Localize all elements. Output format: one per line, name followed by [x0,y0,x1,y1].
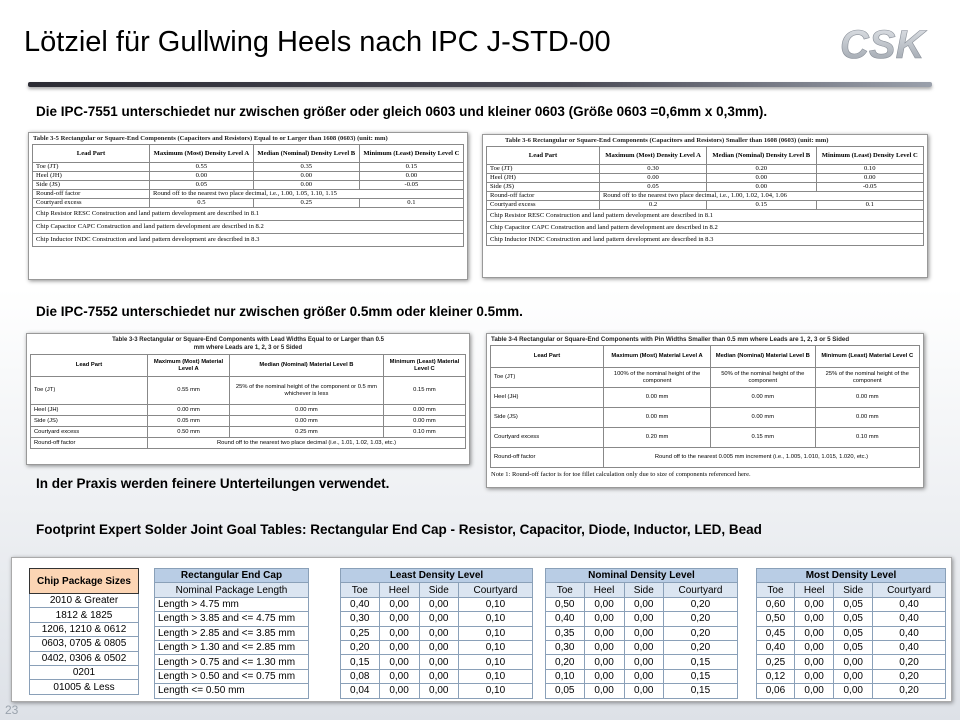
cell: 0,00 [834,669,873,683]
cell: 0.00 mm [383,416,465,427]
cell: 0,00 [419,626,458,640]
cell: 0.00 mm [604,408,711,428]
header-cell: Least Density Level [341,569,533,583]
header-cell: Minimum (Least) Material Level C [815,346,919,368]
cell: 2010 & Greater [30,594,139,608]
cell: 0,05 [834,640,873,654]
cell: 0,00 [624,684,663,698]
header-cell: Median (Nominal) Material Level B [711,346,815,368]
cell: 0,08 [341,669,380,683]
least-density-table [340,568,533,699]
cell: Side (JS) [487,183,600,192]
table-3-3 [26,333,470,465]
caption-praxis: In der Praxis werden feinere Unterteilungen verwendet. [36,476,390,491]
cell: 0,00 [379,655,419,669]
cell: 0,00 [794,612,833,626]
cell: Side (JS) [491,408,604,428]
table-caption: Table 3-3 Rectangular or Square-End Components with Lead Widths Equal to or Larger than 0.5 mm where Leads are 1, 2, 3 or 5 Sided [112,337,384,351]
cell: 0.25 [253,199,359,208]
cell: -0.05 [359,181,463,190]
cell: 0,00 [379,612,419,626]
cell: 0,00 [794,640,833,654]
note-row: Chip Capacitor CAPC Construction and land pattern development are described in 8.2 [487,222,924,234]
cell: 0,00 [624,669,663,683]
cell: Heel (JH) [487,174,600,183]
header-cell: Lead Part [33,145,150,163]
cell: 0.25 mm [230,427,384,438]
cell: 1812 & 1825 [30,608,139,622]
cell: 0.00 mm [815,408,919,428]
cell: 0.55 mm [148,377,230,405]
cell: 0,00 [419,612,458,626]
page-number: 23 [5,703,19,717]
cell: 0,40 [341,597,380,611]
cell: 0.00 [253,181,359,190]
cell: 0201 [30,665,139,679]
cell: Length <= 0.50 mm [155,684,309,698]
cell: 0,00 [379,597,419,611]
note-row: Chip Inductor INDC Construction and land pattern development are described in 8.3 [33,234,464,247]
cell: 0.20 [707,165,816,174]
header-cell: Minimum (Least) Material Level C [383,355,465,377]
cell: 0.15 [707,201,816,210]
cell: 1206, 1210 & 0612 [30,622,139,636]
table-caption: Table 3-5 Rectangular or Square-End Components (Capacitors and Resistors) Equal to or Larger than 1608 (0603) (unit: mm) [33,135,388,142]
cell: Length > 0.50 and <= 0.75 mm [155,669,309,683]
cell: 0,00 [419,640,458,654]
cell: 0.00 mm [383,405,465,416]
cell: 0,00 [379,640,419,654]
cell: 0,50 [546,597,585,611]
header-cell: Minimum (Least) Density Level C [816,147,924,165]
cell: Length > 2.85 and <= 3.85 mm [155,626,309,640]
cell: 0,00 [794,597,833,611]
svg-text:CSK: CSK [840,23,925,66]
cell: 0,45 [757,626,795,640]
cell: 0.00 [707,183,816,192]
cell: 0.35 [253,163,359,172]
cell: 0,25 [757,655,795,669]
cell: 0,00 [624,612,663,626]
cell: 0.00 [816,174,924,183]
cell: 0.15 mm [711,428,815,448]
header-cell: Minimum (Least) Density Level C [359,145,463,163]
cell: 0,00 [794,626,833,640]
cell: Round-off factor [33,190,150,199]
cell: 0.10 mm [815,428,919,448]
caption-fpx: Footprint Expert Solder Joint Goal Tables: Rectangular End Cap - Resistor, Capacitor, Diode, Inductor, LED, Bead [36,522,762,537]
caption-ipc7551: Die IPC-7551 unterschiedet nur zwischen größer oder gleich 0603 und kleiner 0603 (Größe 0603 =0,6mm x 0,3mm). [36,104,768,119]
cell: 0.00 [150,172,254,181]
header-cell: Maximum (Most) Density Level A [600,147,707,165]
header-cell: Median (Nominal) Density Level B [253,145,359,163]
header-cell: Side [834,583,873,597]
cell: 0.00 [359,172,463,181]
slide-title: Lötziel für Gullwing Heels nach IPC J-STD-00 [24,26,611,58]
cell: 0,05 [546,684,585,698]
header-cell: Nominal Package Length [155,583,309,597]
cell: 0,40 [873,612,946,626]
table-caption: Table 3-6 Rectangular or Square-End Components (Capacitors and Resistors) Smaller than 1608 (0603) (unit: mm) [505,137,829,144]
cell: 0.1 [816,201,924,210]
cell: 0,00 [419,655,458,669]
cell: 0,00 [379,684,419,698]
table-3-6 [482,134,928,278]
cell: 0,10 [458,684,532,698]
nominal-density-table [545,568,738,699]
cell: 0.00 mm [148,405,230,416]
cell: 0,00 [584,655,624,669]
cell: 0,00 [624,640,663,654]
cell: 0,10 [458,626,532,640]
cell: 0,00 [624,626,663,640]
cell: 0.00 mm [230,416,384,427]
cell: 50% of the nominal height of the component [711,368,815,388]
cell: Round off to the nearest 0.005 mm increment (i.e., 1.005, 1.010, 1.015, 1.020, etc.) [604,448,920,468]
cell: Round off to the nearest two place decimal, i.e., 1.00, 1.02, 1.04, 1.06 [600,192,924,201]
cell: 0,15 [663,655,737,669]
cell: 0.00 mm [230,405,384,416]
cell: 0,00 [584,626,624,640]
cell: 25% of the nominal height of the component [815,368,919,388]
cell: 0,00 [794,655,833,669]
cell: 0.00 mm [711,408,815,428]
header-cell: Most Density Level [757,569,946,583]
cell: 0,00 [584,640,624,654]
cell: 0.00 [253,172,359,181]
cell: 0,00 [419,597,458,611]
cell: Round-off factor [491,448,604,468]
cell: 0,00 [834,684,873,698]
cell: 0603, 0705 & 0805 [30,637,139,651]
fpx-panel [11,557,952,702]
cell: Toe (JT) [487,165,600,174]
cell: 0,15 [341,655,380,669]
cell: 0.00 [707,174,816,183]
cell: 0,20 [663,626,737,640]
header-cell: Heel [379,583,419,597]
most-density-table [756,568,946,699]
cell: 0,40 [873,597,946,611]
cell: Side (JS) [31,416,148,427]
table-3-4 [486,333,924,488]
header-cell: Heel [584,583,624,597]
header-cell: Toe [757,583,795,597]
cell: Length > 0.75 and <= 1.30 mm [155,655,309,669]
note-row: Chip Capacitor CAPC Construction and land pattern development are described in 8.2 [33,221,464,234]
cell: Round off to the nearest two place decimal, i.e., 1.00, 1.05, 1.10, 1.15 [150,190,464,199]
cell: 0,40 [873,640,946,654]
header-cell: Nominal Density Level [546,569,738,583]
header-cell: Maximum (Most) Density Level A [150,145,254,163]
cell: 0,20 [873,655,946,669]
cell: 0,00 [379,626,419,640]
header-cell: Lead Part [491,346,604,368]
cell: Side (JS) [33,181,150,190]
cell: 0.00 [600,174,707,183]
cell: 0,10 [458,655,532,669]
cell: Toe (JT) [33,163,150,172]
note-row: Chip Resistor RESC Construction and land pattern development are described in 8.1 [33,208,464,221]
cell: 0,20 [663,640,737,654]
cell: 0,00 [584,597,624,611]
cell: Heel (JH) [491,388,604,408]
csk-logo [838,22,936,66]
cell: 0,00 [419,684,458,698]
cell: Courtyard excess [491,428,604,448]
cell: Round-off factor [31,438,148,449]
cell: Heel (JH) [31,405,148,416]
cell: 0,05 [834,626,873,640]
cell: 0,00 [624,597,663,611]
cell: -0.05 [816,183,924,192]
cell: 0,10 [546,669,585,683]
cell: 0,20 [546,655,585,669]
cell: 0,04 [341,684,380,698]
cell: 0,50 [757,612,795,626]
header-cell: Toe [546,583,585,597]
cell: 0.05 [150,181,254,190]
cell: 0,00 [794,684,833,698]
cell: Length > 3.85 and <= 4.75 mm [155,612,309,626]
header-cell: Median (Nominal) Density Level B [707,147,816,165]
cell: Round-off factor [487,192,600,201]
cell: 0,05 [834,612,873,626]
cell: Courtyard excess [31,427,148,438]
cell: Courtyard excess [487,201,600,210]
header-cell: Chip Package Sizes [30,569,139,594]
chip-package-table [29,568,139,695]
cell: 0,10 [458,597,532,611]
cell: 0.5 [150,199,254,208]
cell: 0.00 mm [711,388,815,408]
cell: 0.00 mm [815,388,919,408]
cell: 0.55 [150,163,254,172]
cell: 0,05 [834,597,873,611]
cell: 0402, 0306 & 0502 [30,651,139,665]
cell: 0,00 [584,684,624,698]
cell: 0.10 [816,165,924,174]
table-note: Note 1: Round-off factor is for toe fillet calculation only due to size of components referenced here. [491,471,751,478]
cell: Round off to the nearest two place decimal (i.e., 1.01, 1.02, 1.03, etc.) [148,438,466,449]
title-underline [28,82,932,87]
cell: 100% of the nominal height of the component [604,368,711,388]
cell: 01005 & Less [30,680,139,694]
header-cell: Side [624,583,663,597]
cell: 0.15 mm [383,377,465,405]
cell: 0.05 [600,183,707,192]
header-cell: Side [419,583,458,597]
cell: 0.10 mm [383,427,465,438]
cell: 0,20 [663,597,737,611]
cell: Length > 1.30 and <= 2.85 mm [155,640,309,654]
cell: 0.00 mm [604,388,711,408]
caption-ipc7552: Die IPC-7552 unterschiedet nur zwischen größer 0.5mm oder kleiner 0.5mm. [36,304,523,319]
cell: 0,00 [379,669,419,683]
header-cell: Rectangular End Cap [155,569,309,583]
cell: Toe (JT) [31,377,148,405]
cell: 0,40 [873,626,946,640]
cell: 0,06 [757,684,795,698]
header-cell: Heel [794,583,833,597]
cell: 0.15 [359,163,463,172]
header-cell: Maximum (Most) Material Level A [148,355,230,377]
cell: 0,00 [624,655,663,669]
note-row: Chip Resistor RESC Construction and land pattern development are described in 8.1 [487,210,924,222]
cell: 0,15 [663,684,737,698]
cell: 0,40 [757,640,795,654]
cell: 0,20 [341,640,380,654]
cell: 0.1 [359,199,463,208]
cell: 0.30 [600,165,707,174]
cell: Toe (JT) [491,368,604,388]
cell: 0,00 [794,669,833,683]
cell: Length > 4.75 mm [155,597,309,611]
cell: 0.20 mm [604,428,711,448]
cell: 0,00 [584,669,624,683]
header-cell: Maximum (Most) Material Level A [604,346,711,368]
header-cell: Courtyard [663,583,737,597]
cell: Heel (JH) [33,172,150,181]
table-caption: Table 3-4 Rectangular or Square-End Components with Pin Widths Smaller than 0.5 mm where Leads are 1, 2, 3 or 5 Sided [491,336,850,343]
table-3-5 [28,132,468,280]
cell: Courtyard excess [33,199,150,208]
cell: 0,40 [546,612,585,626]
cell: 0,30 [341,612,380,626]
cell: 0.2 [600,201,707,210]
header-cell: Courtyard [873,583,946,597]
header-cell: Courtyard [458,583,532,597]
cell: 0,12 [757,669,795,683]
cell: 0,00 [834,655,873,669]
cell: 0,10 [458,640,532,654]
cell: 0,25 [341,626,380,640]
cell: 25% of the nominal height of the component or 0.5 mm whichever is less [230,377,384,405]
cell: 0,20 [663,612,737,626]
header-cell: Lead Part [31,355,148,377]
cell: 0,20 [873,669,946,683]
cell: 0,10 [458,669,532,683]
header-cell: Lead Part [487,147,600,165]
cell: 0,35 [546,626,585,640]
cell: 0,20 [873,684,946,698]
cell: 0.05 mm [148,416,230,427]
header-cell: Median (Nominal) Material Level B [230,355,384,377]
cell: 0,15 [663,669,737,683]
cell: 0,00 [419,669,458,683]
cell: 0,30 [546,640,585,654]
cell: 0,10 [458,612,532,626]
cell: 0,00 [584,612,624,626]
header-cell: Toe [341,583,380,597]
rect-end-cap-table [154,568,309,699]
cell: 0.50 mm [148,427,230,438]
cell: 0,60 [757,597,795,611]
note-row: Chip Inductor INDC Construction and land pattern development are described in 8.3 [487,234,924,246]
